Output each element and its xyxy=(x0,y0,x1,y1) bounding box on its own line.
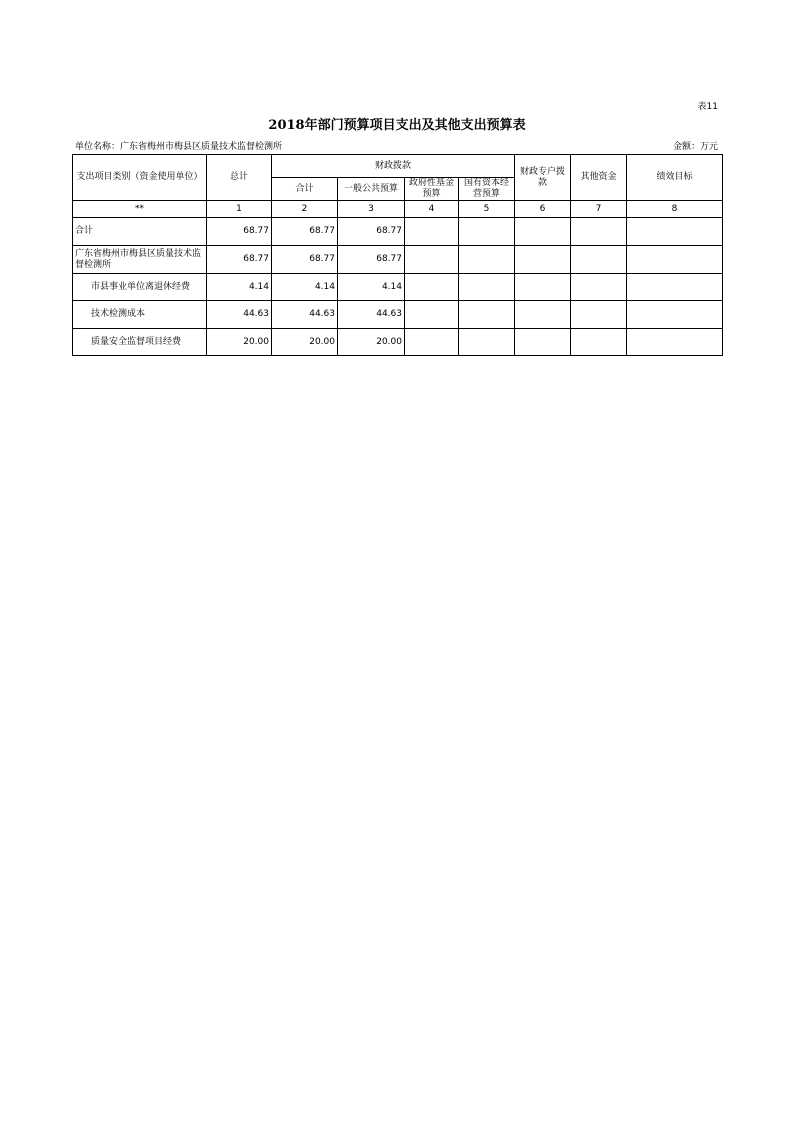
cell-other-funds xyxy=(571,218,627,246)
cell-state-capital xyxy=(459,329,515,356)
table-row xyxy=(73,218,723,246)
row-name: 广东省梅州市梅县区质量技术监督检测所 xyxy=(73,246,207,274)
cell-total: 20.00 xyxy=(207,329,272,356)
col-header-subtotal: 合计 xyxy=(272,178,338,201)
table-row xyxy=(73,329,723,356)
index-cell: 4 xyxy=(405,201,459,218)
cell-special-account xyxy=(515,246,571,274)
index-cell: 8 xyxy=(627,201,723,218)
cell-general-budget: 68.77 xyxy=(338,246,405,274)
cell-special-account xyxy=(515,329,571,356)
cell-gov-fund xyxy=(405,218,459,246)
header-row-1 xyxy=(73,155,723,178)
cell-total: 68.77 xyxy=(207,246,272,274)
cell-state-capital xyxy=(459,218,515,246)
unit-name-label: 单位名称：广东省梅州市梅县区质量技术监督检测所 xyxy=(75,142,283,152)
index-cell: 6 xyxy=(515,201,571,218)
col-header-general-budget: 一般公共预算 xyxy=(338,178,405,201)
cell-performance xyxy=(627,329,723,356)
cell-gov-fund xyxy=(405,329,459,356)
cell-total: 44.63 xyxy=(207,301,272,329)
cell-general-budget: 44.63 xyxy=(338,301,405,329)
table-number: 表11 xyxy=(697,102,718,112)
row-name: 合计 xyxy=(73,218,207,246)
cell-general-budget: 4.14 xyxy=(338,274,405,301)
amount-unit-label: 金额：万元 xyxy=(672,142,718,152)
table-row xyxy=(73,274,723,301)
cell-performance xyxy=(627,274,723,301)
cell-subtotal: 68.77 xyxy=(272,218,338,246)
col-header-total: 总计 xyxy=(207,155,272,201)
cell-state-capital xyxy=(459,246,515,274)
cell-special-account xyxy=(515,274,571,301)
col-header-performance: 绩效目标 xyxy=(627,155,723,201)
cell-performance xyxy=(627,301,723,329)
cell-state-capital xyxy=(459,301,515,329)
cell-gov-fund xyxy=(405,301,459,329)
cell-other-funds xyxy=(571,329,627,356)
index-row xyxy=(73,201,723,218)
cell-general-budget: 20.00 xyxy=(338,329,405,356)
cell-subtotal: 44.63 xyxy=(272,301,338,329)
col-header-gov-fund: 政府性基金预算 xyxy=(405,178,459,201)
cell-subtotal: 20.00 xyxy=(272,329,338,356)
cell-gov-fund xyxy=(405,246,459,274)
budget-table xyxy=(72,154,723,356)
cell-special-account xyxy=(515,301,571,329)
page-title: 2018年部门预算项目支出及其他支出预算表 xyxy=(268,118,526,133)
cell-other-funds xyxy=(571,274,627,301)
col-header-other-funds: 其他资金 xyxy=(571,155,627,201)
cell-gov-fund xyxy=(405,274,459,301)
index-cell: ** xyxy=(73,201,207,218)
table-row xyxy=(73,301,723,329)
cell-special-account xyxy=(515,218,571,246)
row-name: 技术检测成本 xyxy=(73,301,207,329)
index-cell: 1 xyxy=(207,201,272,218)
col-header-state-capital: 国有资本经营预算 xyxy=(459,178,515,201)
index-cell: 3 xyxy=(338,201,405,218)
index-cell: 5 xyxy=(459,201,515,218)
row-name: 市县事业单位离退休经费 xyxy=(73,274,207,301)
cell-total: 4.14 xyxy=(207,274,272,301)
index-cell: 7 xyxy=(571,201,627,218)
row-name: 质量安全监督项目经费 xyxy=(73,329,207,356)
col-header-category: 支出项目类别（资金使用单位） xyxy=(73,155,207,201)
cell-performance xyxy=(627,246,723,274)
cell-subtotal: 4.14 xyxy=(272,274,338,301)
cell-performance xyxy=(627,218,723,246)
col-header-fiscal: 财政拨款 xyxy=(272,155,515,178)
cell-other-funds xyxy=(571,246,627,274)
cell-subtotal: 68.77 xyxy=(272,246,338,274)
table-row xyxy=(73,246,723,274)
cell-general-budget: 68.77 xyxy=(338,218,405,246)
cell-total: 68.77 xyxy=(207,218,272,246)
col-header-special-account: 财政专户拨款 xyxy=(515,155,571,201)
cell-state-capital xyxy=(459,274,515,301)
cell-other-funds xyxy=(571,301,627,329)
index-cell: 2 xyxy=(272,201,338,218)
